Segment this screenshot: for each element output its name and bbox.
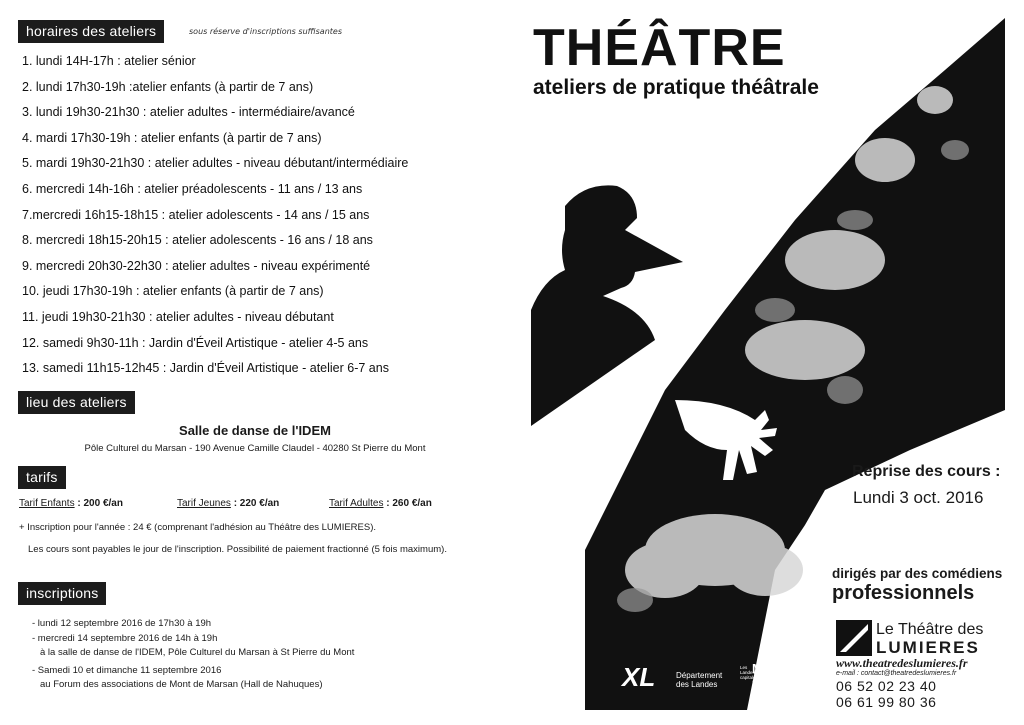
inscription-line: à la salle de danse de l'IDEM, Pôle Culturel du Marsan à St Pierre du Mont bbox=[40, 647, 355, 658]
actor-silhouette-icon bbox=[531, 185, 683, 426]
tarif-adultes-label: Tarif Adultes bbox=[329, 498, 384, 509]
payment-note: Les cours sont payables le jour de l'inscription. Possibilité de paiement fractionné (5 fois maximum). bbox=[28, 544, 447, 555]
reprise-date: Lundi 3 oct. 2016 bbox=[853, 488, 984, 507]
tarif-jeunes bbox=[177, 498, 279, 509]
horaires-note: sous réserve d'inscriptions suffisantes bbox=[189, 27, 342, 36]
page-title: THÉÂTRE bbox=[533, 19, 786, 77]
inscription-line: - mercredi 14 septembre 2016 de 14h à 19h bbox=[32, 632, 218, 644]
landes-capitale-text: Les Landes capitale bbox=[740, 665, 756, 680]
inscriptions-header: inscriptions bbox=[18, 582, 106, 605]
lumieres-logo-icon bbox=[836, 620, 872, 656]
schedule-item: 4. mardi 17h30-19h : atelier enfants (à partir de 7 ans) bbox=[22, 130, 322, 145]
salle-address: Pôle Culturel du Marsan - 190 Avenue Camille Claudel - 40280 St Pierre du Mont bbox=[84, 443, 426, 454]
tarif-enfants bbox=[19, 498, 123, 509]
page-subtitle: ateliers de pratique théâtrale bbox=[533, 76, 819, 99]
schedule-item: 9. mercredi 20h30-22h30 : atelier adultes - niveau expérimenté bbox=[22, 258, 371, 273]
tarif-adultes bbox=[329, 498, 432, 509]
schedule-item: 2. lundi 17h30-19h :atelier enfants (à partir de 7 ans) bbox=[22, 79, 314, 94]
xl-logo: XL bbox=[622, 662, 656, 692]
schedule-item: 13. samedi 11h15-12h45 : Jardin d'Éveil Artistique - atelier 6-7 ans bbox=[22, 361, 389, 376]
schedule-item: 6. mercredi 14h-16h : atelier préadolescents - 11 ans / 13 ans bbox=[22, 181, 363, 196]
tarif-jeunes-value: : 220 €/an bbox=[233, 498, 280, 509]
directed-by-line1: dirigés par des comédiens bbox=[832, 566, 1003, 581]
schedule-item: 5. mardi 19h30-21h30 : atelier adultes - niveau débutant/intermédiaire bbox=[22, 156, 409, 171]
phone-2: 06 61 99 80 36 bbox=[836, 694, 937, 710]
horaires-header: horaires des ateliers bbox=[18, 20, 164, 43]
theatre-artwork bbox=[525, 10, 1010, 715]
phone-1: 06 52 02 23 40 bbox=[836, 678, 937, 694]
inscription-fee: + Inscription pour l'année : 24 € (comprenant l'adhésion au Théâtre des LUMIERES). bbox=[19, 522, 377, 533]
schedule-item: 12. samedi 9h30-11h : Jardin d'Éveil Artistique - atelier 4-5 ans bbox=[22, 335, 369, 350]
tarif-jeunes-label: Tarif Jeunes bbox=[177, 498, 231, 509]
inscription-line: - Samedi 10 et dimanche 11 septembre 2016 bbox=[32, 664, 222, 676]
inscription-line: - lundi 12 septembre 2016 de 17h30 à 19h bbox=[32, 618, 212, 629]
schedule-item: 1. lundi 14H-17h : atelier sénior bbox=[22, 54, 196, 68]
schedule-item: 7.mercredi 16h15-18h15 : atelier adolescents - 14 ans / 15 ans bbox=[22, 207, 370, 222]
lieu-header: lieu des ateliers bbox=[18, 391, 135, 414]
inscription-line: au Forum des associations de Mont de Marsan (Hall de Nahuques) bbox=[40, 679, 323, 690]
website-link[interactable]: www.theatredeslumieres.fr bbox=[836, 656, 968, 670]
departement-landes-text: Département des Landes bbox=[676, 671, 723, 689]
salle-name: Salle de danse de l'IDEM bbox=[179, 423, 331, 438]
schedule-item: 3. lundi 19h30-21h30 : atelier adultes - intermédiaire/avancé bbox=[22, 105, 355, 120]
tarif-enfants-value: : 200 €/an bbox=[77, 498, 123, 509]
schedule-item: 10. jeudi 17h30-19h : atelier enfants (à partir de 7 ans) bbox=[22, 284, 324, 299]
logo-text-line2: LUMIERES bbox=[876, 638, 980, 657]
tarif-enfants-label: Tarif Enfants bbox=[19, 498, 75, 509]
reprise-label: Reprise des cours : bbox=[852, 463, 1001, 480]
directed-by-line2: professionnels bbox=[832, 582, 975, 604]
mont-de-marsan-logo: MONT de MARSAN bbox=[752, 661, 810, 702]
logo-text-line1: Le Théâtre des bbox=[876, 621, 984, 638]
email-link[interactable]: e-mail : contact@theatredeslumieres.fr bbox=[836, 670, 957, 677]
tarifs-header: tarifs bbox=[18, 466, 66, 489]
schedule-item: 11. jeudi 19h30-21h30 : atelier adultes - niveau débutant bbox=[22, 309, 334, 324]
schedule-list bbox=[22, 52, 492, 385]
tarif-adultes-value: : 260 €/an bbox=[386, 498, 432, 509]
schedule-item: 8. mercredi 18h15-20h15 : atelier adolescents - 16 ans / 18 ans bbox=[22, 233, 373, 248]
inscriptions-list bbox=[32, 617, 354, 693]
